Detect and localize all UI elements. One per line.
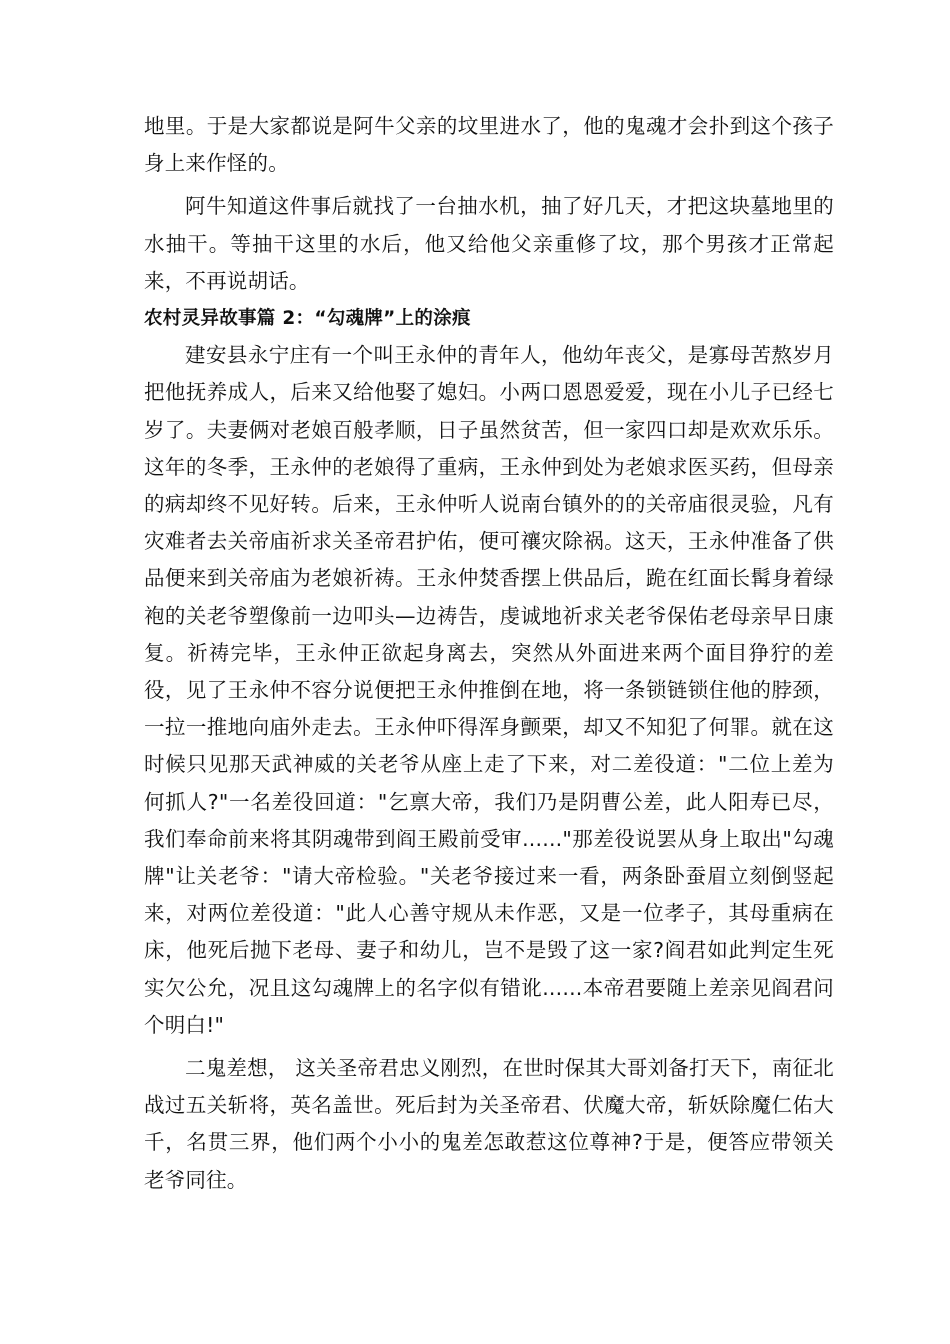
document-page bbox=[144, 108, 834, 1199]
paragraph-4: 二鬼差想， 这关圣帝君忠义刚烈，在世时保其大哥刘备打天下，南征北战过五关斩将，英名盖世。死后封为关圣帝君、伏魔大帝，斩妖除魔仁佑大千，名贯三界，他们两个小小的鬼差怎敢惹这位尊神?于是，便答应带领关老爷同往。 bbox=[144, 1056, 834, 1192]
paragraph-3: 建安县永宁庄有一个叫王永仲的青年人，他幼年丧父，是寡母苦熬岁月把他抚养成人，后来又给他娶了媳妇。小两口恩恩爱爱，现在小儿子已经七岁了。夫妻俩对老娘百般孝顺，日子虽然贫苦，但一家四口却是欢欢乐乐。这年的冬季，王永仲的老娘得了重病，王永仲到处为老娘求医买药，但母亲的病却终不见好转。后来，王永仲听人说南台镇外的的关帝庙很灵验，凡有灾难者去关帝庙祈求关圣帝君护佑，便可禳灾除祸。这天，王永仲准备了供品便来到关帝庙为老娘祈祷。王永仲焚香摆上供品后，跪在红面长髯身着绿袍的关老爷塑像前一边叩头—边祷告，虔诚地祈求关老爷保佑老母亲早日康复。祈祷完毕，王永仲正欲起身离去，突然从外面进来两个面目狰狞的差役，见了王永仲不容分说便把王永仲推倒在地，将一条锁链锁住他的脖颈，一拉一推地向庙外走去。王永仲吓得浑身颤栗，却又不知犯了何罪。就在这时候只见那天武神威的关老爷从座上走了下来，对二差役道："二位上差为何抓人?"一名差役回道："乞禀大帝，我们乃是阴曹公差，此人阳寿已尽，我们奉命前来将其阴魂带到阎王殿前受审......"那差役说罢从身上取出"勾魂牌"让关老爷："请大帝检验。"关老爷接过来一看，两条卧蚕眉立刻倒竖起来，对两位差役道："此人心善守规从未作恶，又是一位孝子，其母重病在床，他死后抛下老母、妻子和幼儿，岂不是毁了这一家?阎君如此判定生死实欠公允，况且这勾魂牌上的名字似有错讹......本帝君要随上差亲见阎君问个明白!" bbox=[144, 343, 834, 1037]
section-heading: 农村灵异故事篇 2：“勾魂牌”上的涂痕 bbox=[144, 308, 471, 330]
paragraph-1: 地里。于是大家都说是阿牛父亲的坟里进水了，他的鬼魂才会扑到这个孩子身上来作怪的。 bbox=[144, 114, 834, 176]
paragraph-2: 阿牛知道这件事后就找了一台抽水机，抽了好几天，才把这块墓地里的水抽干。等抽干这里的水后，他又给他父亲重修了坟，那个男孩才正常起来，不再说胡话。 bbox=[144, 194, 834, 293]
